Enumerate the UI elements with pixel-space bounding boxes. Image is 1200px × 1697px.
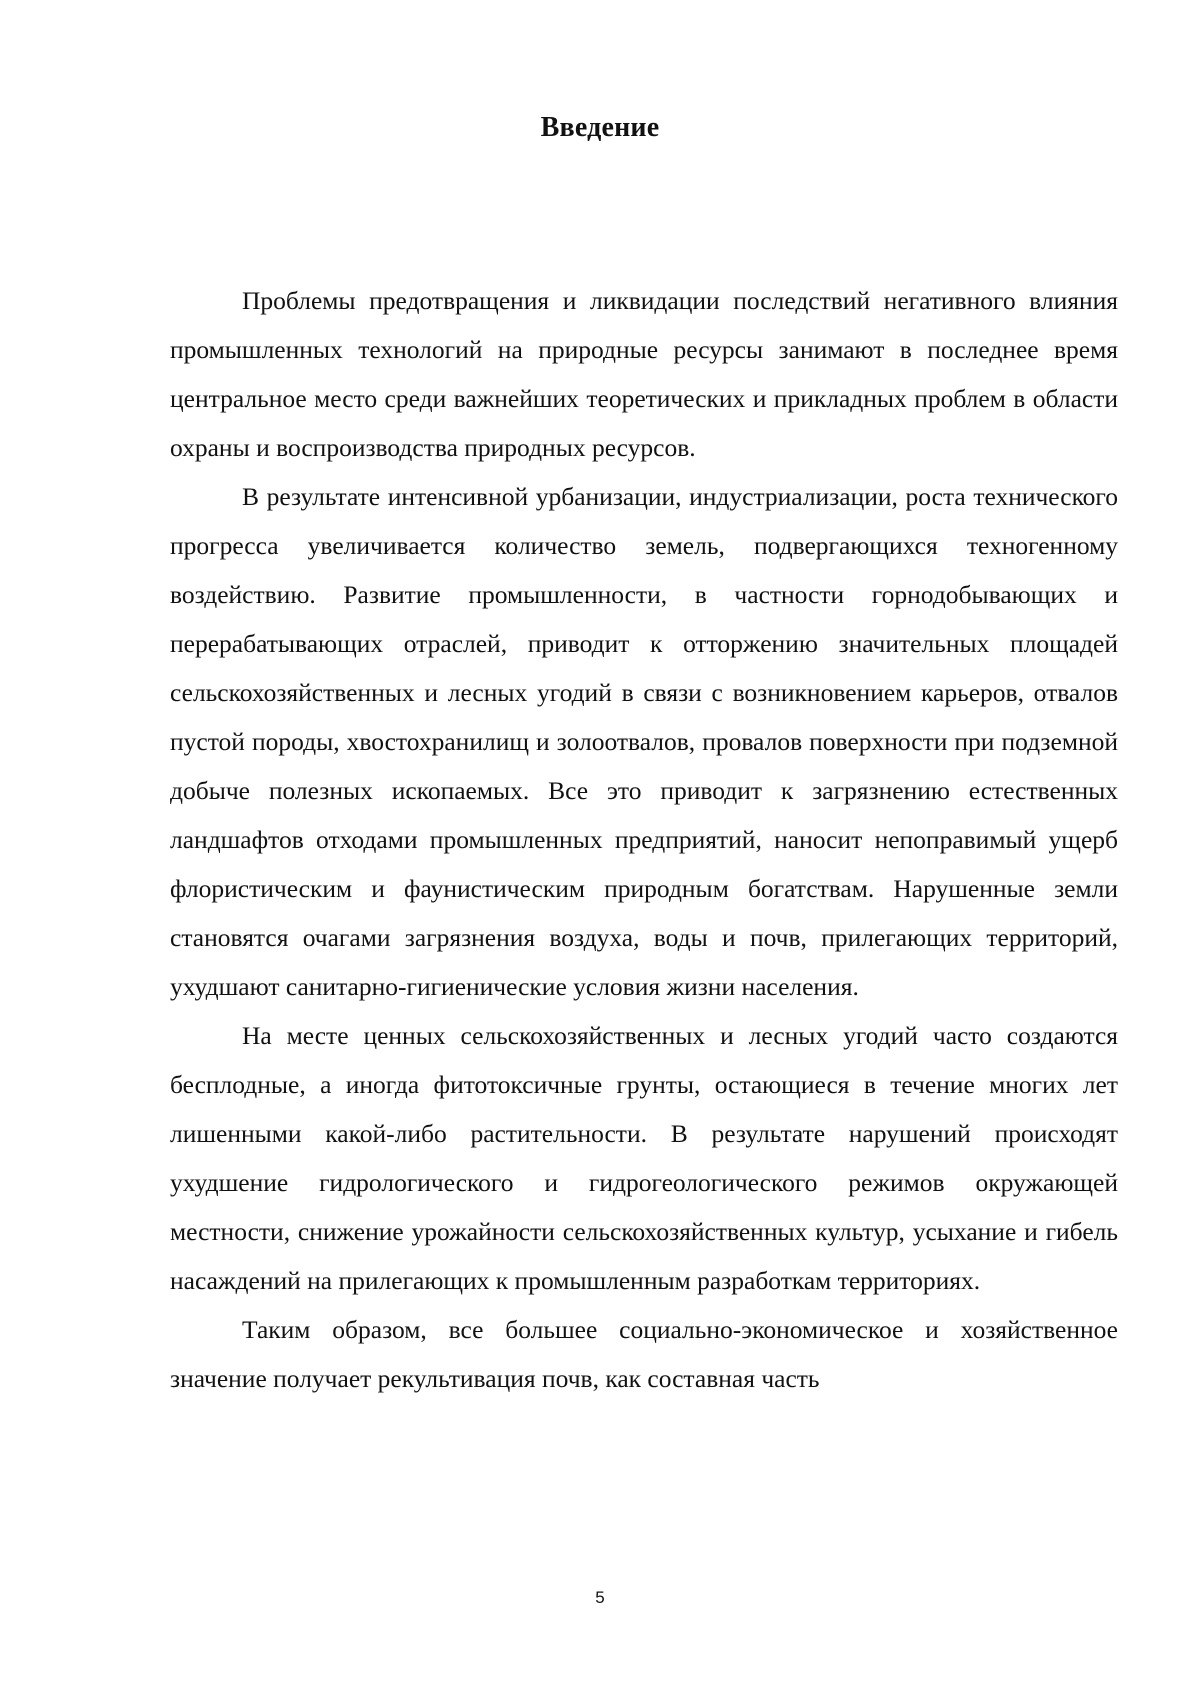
paragraph-3: На месте ценных сельскохозяйственных и лесных угодий часто создаются бесплодные, а иногда фитотоксичные грунты, остающиеся в течение многих лет лишенными какой-либо растительности. В результате нарушений происходят ухудшение гидрологического и гидрогеологического режимов окружающей местности, снижение урожайности сельскохозяйственных культур, усыхание и гибель насаждений на прилегающих к промышленным разработкам территориях. xyxy=(170,1021,1118,1295)
paragraph-4: Таким образом, все большее социально-экономическое и хозяйственное значение получает рекультивация почв, как составная часть xyxy=(170,1315,1118,1393)
body-text xyxy=(170,276,1118,1403)
page-number: 5 xyxy=(595,1588,605,1607)
paragraph-1: Проблемы предотвращения и ликвидации последствий негативного влияния промышленных технологий на природные ресурсы занимают в последнее время центральное место среди важнейших теоретических и прикладных проблем в области охраны и воспроизводства природных ресурсов. xyxy=(170,286,1118,462)
page-title: Введение xyxy=(540,112,660,143)
paragraph-2: В результате интенсивной урбанизации, индустриализации, роста технического прогресса увеличивается количество земель, подвергающихся техногенному воздействию. Развитие промышленности, в частности горнодобывающих и перерабатывающих отраслей, приводит к отторжению значительных площадей сельскохозяйственных и лесных угодий в связи с возникновением карьеров, отвалов пустой породы, хвостохранилищ и золоотвалов, провалов поверхности при подземной добыче полезных ископаемых. Все это приводит к загрязнению естественных ландшафтов отходами промышленных предприятий, наносит непоправимый ущерб флористическим и фаунистическим природным богатствам. Нарушенные земли становятся очагами загрязнения воздуха, воды и почв, прилегающих территорий, ухудшают санитарно-гигиенические условия жизни населения. xyxy=(170,482,1118,1001)
